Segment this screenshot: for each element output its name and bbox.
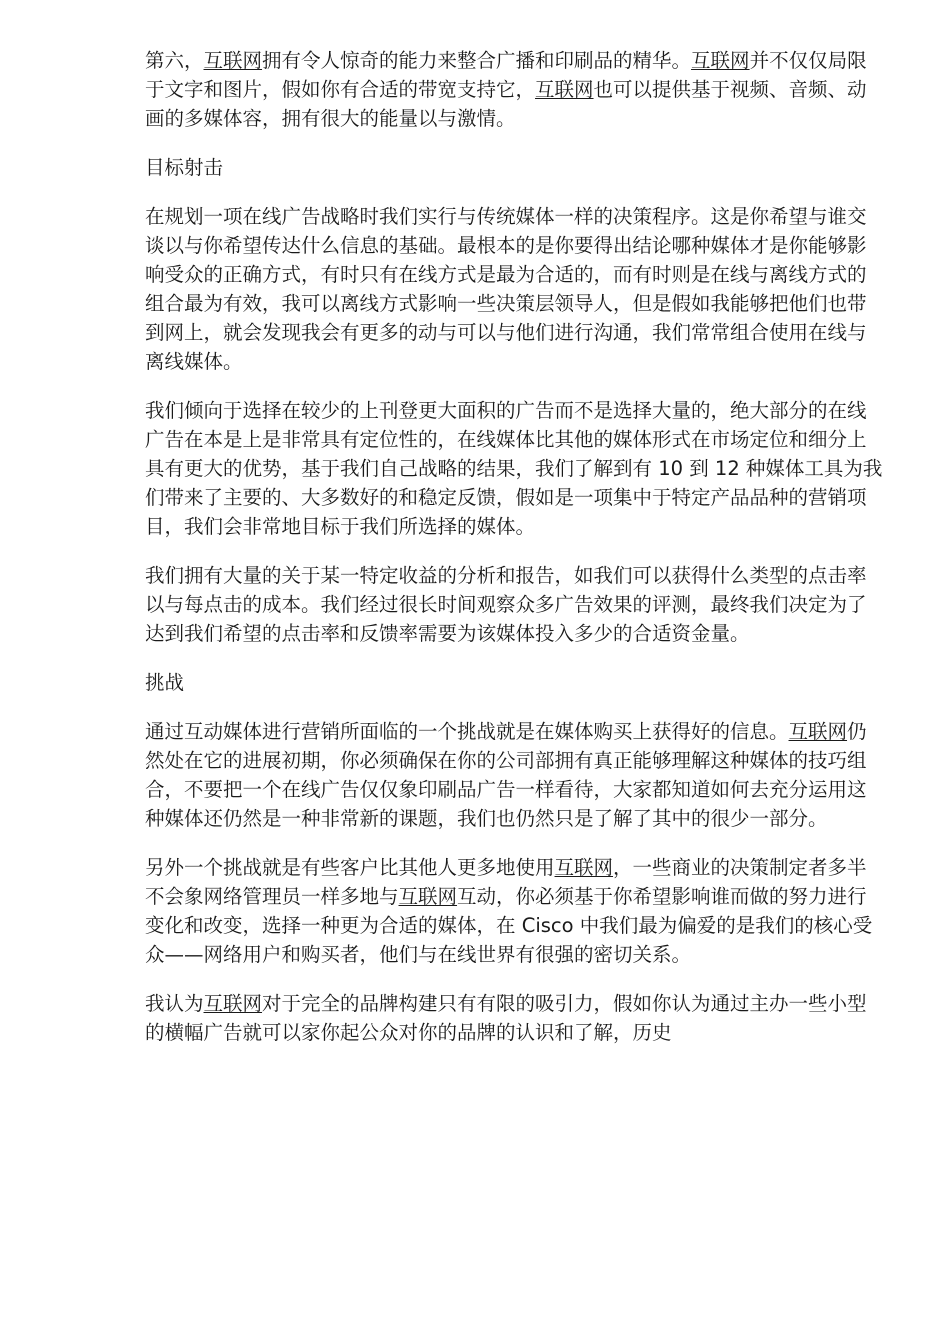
document-page [145, 46, 885, 1067]
paragraph-text: 互动，你必须基于你希望影响谁而做的努力进行变化和改变，选择一种更为合适的媒体，在 Cisco 中我们最为偏爱的是我们的核心受众——网络用户和购买者，他们与在线世界有很强的密切关系。 [145, 885, 873, 966]
section-heading [145, 153, 885, 182]
paragraph-text: 对于完全的品牌构建只有有限的吸引力，假如你认为通过主办一些小型的横幅广告就可以家你起公众对你的品牌的认识和了解，历史 [145, 992, 867, 1044]
internet-link[interactable]: 互联网 [203, 49, 263, 72]
paragraph-text: 并不仅仅局限于文字和图片，假如你有合适的带宽支持它， [145, 49, 867, 101]
body-paragraph [145, 396, 885, 541]
paragraph-text: 拥有令人惊奇的能力来整合广播和印刷品的精华。 [262, 49, 692, 72]
paragraph-text: 挑战 [145, 671, 185, 694]
paragraph-text: ，一些商业的决策制定者多半不会象网络管理员一样多地与 [145, 856, 867, 908]
paragraph-text: 在规划一项在线广告战略时我们实行与传统媒体一样的决策程序。这是你希望与谁交谈以与你希望传达什么信息的基础。最根本的是你要得出结论哪种媒体才是你能够影响受众的正确方式，有时只有在线方式是最为合适的，而有时则是在线与离线方式的组合最为有效，我可以离线方式影响一些决策层领导人，但是假如我能够把他们也带到网上，就会发现我会有更多的动与可以与他们进行沟通，我们常常组合使用在线与离线媒体。 [145, 205, 867, 373]
paragraph-text: 另外一个挑战就是有些客户比其他人更多地使用 [145, 856, 555, 879]
internet-link[interactable]: 互联网 [535, 78, 594, 101]
document-body [145, 46, 885, 1047]
body-paragraph [145, 989, 885, 1047]
paragraph-text: 通过互动媒体进行营销所面临的一个挑战就是在媒体购买上获得好的信息。 [145, 720, 789, 743]
internet-link[interactable]: 互联网 [788, 720, 848, 743]
paragraph-text: 第六， [145, 49, 204, 72]
paragraph-text: 我们倾向于选择在较少的上刊登更大面积的广告而不是选择大量的，绝大部分的在线广告在本是上是非常具有定位性的，在线媒体比其他的媒体形式在市场定位和细分上具有更大的优势，基于我们自己战略的结果，我们了解到有 10 到 12 种媒体工具为我们带来了主要的、大多数好的和稳定反馈，假如是一项集中于特定产品品种的营销项目，我们会非常地目标于我们所选择的媒体。 [145, 399, 883, 538]
internet-link[interactable]: 互联网 [691, 49, 750, 72]
paragraph-text: 目标射击 [145, 156, 224, 179]
internet-link[interactable]: 互联网 [554, 856, 614, 879]
body-paragraph [145, 202, 885, 376]
body-paragraph [145, 46, 885, 133]
internet-link[interactable]: 互联网 [203, 992, 263, 1015]
body-paragraph [145, 561, 885, 648]
paragraph-text: 仍然处在它的进展初期，你必须确保在你的公司部拥有真正能够理解这种媒体的技巧组合，不要把一个在线广告仅仅象印刷品广告一样看待，大家都知道如何去充分运用这种媒体还仍然是一种非常新的课题，我们也仍然只是了解了其中的很少一部分。 [145, 720, 867, 830]
section-heading [145, 668, 885, 697]
paragraph-text: 我认为 [145, 992, 204, 1015]
body-paragraph [145, 717, 885, 833]
paragraph-text: 我们拥有大量的关于某一特定收益的分析和报告，如我们可以获得什么类型的点击率以与每点击的成本。我们经过很长时间观察众多广告效果的评测，最终我们决定为了达到我们希望的点击率和反馈率需要为该媒体投入多少的合适资金量。 [145, 564, 867, 645]
paragraph-text: 也可以提供基于视频、音频、动画的多媒体容，拥有很大的能量以与激情。 [145, 78, 867, 130]
internet-link[interactable]: 互联网 [398, 885, 458, 908]
body-paragraph [145, 853, 885, 969]
